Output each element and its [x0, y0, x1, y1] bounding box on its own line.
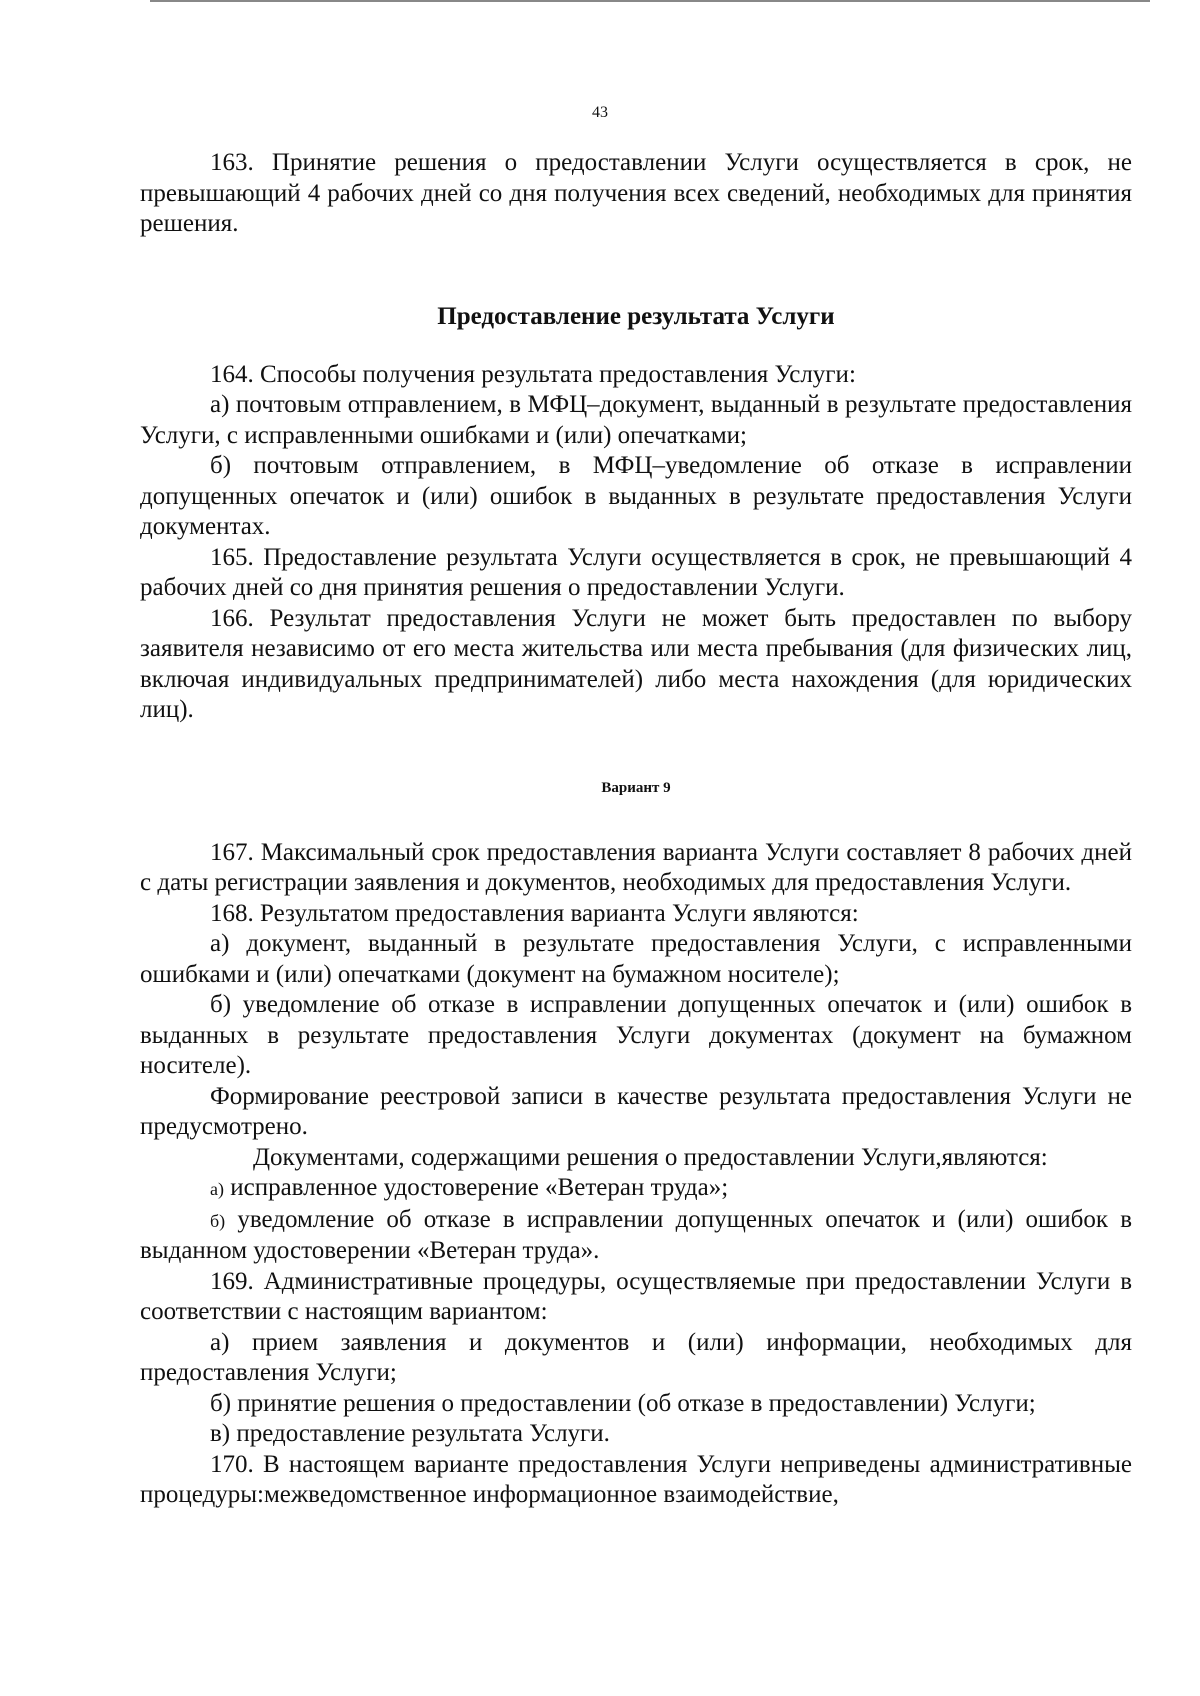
list-letter: б) — [210, 1210, 226, 1231]
section-heading-variant: Вариант 9 — [601, 779, 671, 796]
paragraph-169: 169. Административные процедуры, осуществляемые при предоставлении Услуги в соответствии с настоящим вариантом: — [140, 1267, 1132, 1325]
paragraph-164-a: а) почтовым отправлением, в МФЦ–документ, выданный в результате предоставления Услуги, с исправленными ошибками и (или) опечатками; — [140, 391, 1132, 449]
documents-list-item — [140, 1205, 1132, 1267]
section-heading-result: Предоставление результата Услуги — [437, 302, 835, 330]
document-body — [140, 148, 1132, 1511]
paragraph-168-a: а) документ, выданный в результате предоставления Услуги, с исправленными ошибками и (или) опечатками (документ на бумажном носителе); — [140, 930, 1132, 988]
paragraph-164-b: б) почтовым отправлением, в МФЦ–уведомление об отказе в исправлении допущенных опечаток и (или) ошибок в выданных в результате предоставления Услуги документах. — [140, 452, 1132, 540]
documents-intro: Документами, содержащими решения о предоставлении Услуги,являются: — [253, 1143, 1048, 1171]
page-number: 43 — [592, 104, 608, 121]
paragraph-169-c: в) предоставление результата Услуги. — [210, 1420, 610, 1447]
paragraph-164: 164. Способы получения результата предоставления Услуги: — [210, 360, 856, 388]
top-border-line — [150, 0, 1150, 2]
paragraph-170: 170. В настоящем варианте предоставления Услуги неприведены административные процедуры:межведомственное информационное взаимодействие, — [140, 1450, 1132, 1508]
paragraph-166: 166. Результат предоставления Услуги не может быть предоставлен по выбору заявителя независимо от его места жительства или места пребывания (для физических лиц, включая индивидуальных предпринимателей) либо места нахождения (для юридических лиц). — [140, 604, 1132, 723]
list-item-text: исправленное удостоверение «Ветеран труда»; — [230, 1174, 729, 1201]
paragraph-168-b: б) уведомление об отказе в исправлении допущенных опечаток и (или) ошибок в выданных в результате предоставления Услуги документах (документ на бумажном носителе). — [140, 991, 1132, 1079]
paragraph-168: 168. Результатом предоставления варианта Услуги являются: — [210, 899, 859, 927]
paragraph-167: 167. Максимальный срок предоставления варианта Услуги составляет 8 рабочих дней с даты регистрации заявления и документов, необходимых для предоставления Услуги. — [140, 838, 1132, 896]
list-letter: а) — [210, 1179, 224, 1199]
paragraph-163: 163. Принятие решения о предоставлении Услуги осуществляется в срок, не превышающий 4 рабочих дней со дня получения всех сведений, необходимых для принятия решения. — [140, 149, 1132, 237]
paragraph-169-b: б) принятие решения о предоставлении (об отказе в предоставлении) Услуги; — [210, 1389, 1036, 1417]
documents-list-item — [140, 1173, 1132, 1205]
paragraph-registry-note: Формирование реестровой записи в качестве результата предоставления Услуги не предусмотрено. — [140, 1082, 1132, 1140]
paragraph-165: 165. Предоставление результата Услуги осуществляется в срок, не превышающий 4 рабочих дней со дня принятия решения о предоставлении Услуги. — [140, 543, 1132, 601]
paragraph-169-a: а) прием заявления и документов и (или) информации, необходимых для предоставления Услуги; — [140, 1328, 1132, 1386]
list-item-text: уведомление об отказе в исправлении допущенных опечаток и (или) ошибок в выданном удостоверении «Ветеран труда». — [140, 1205, 1132, 1264]
